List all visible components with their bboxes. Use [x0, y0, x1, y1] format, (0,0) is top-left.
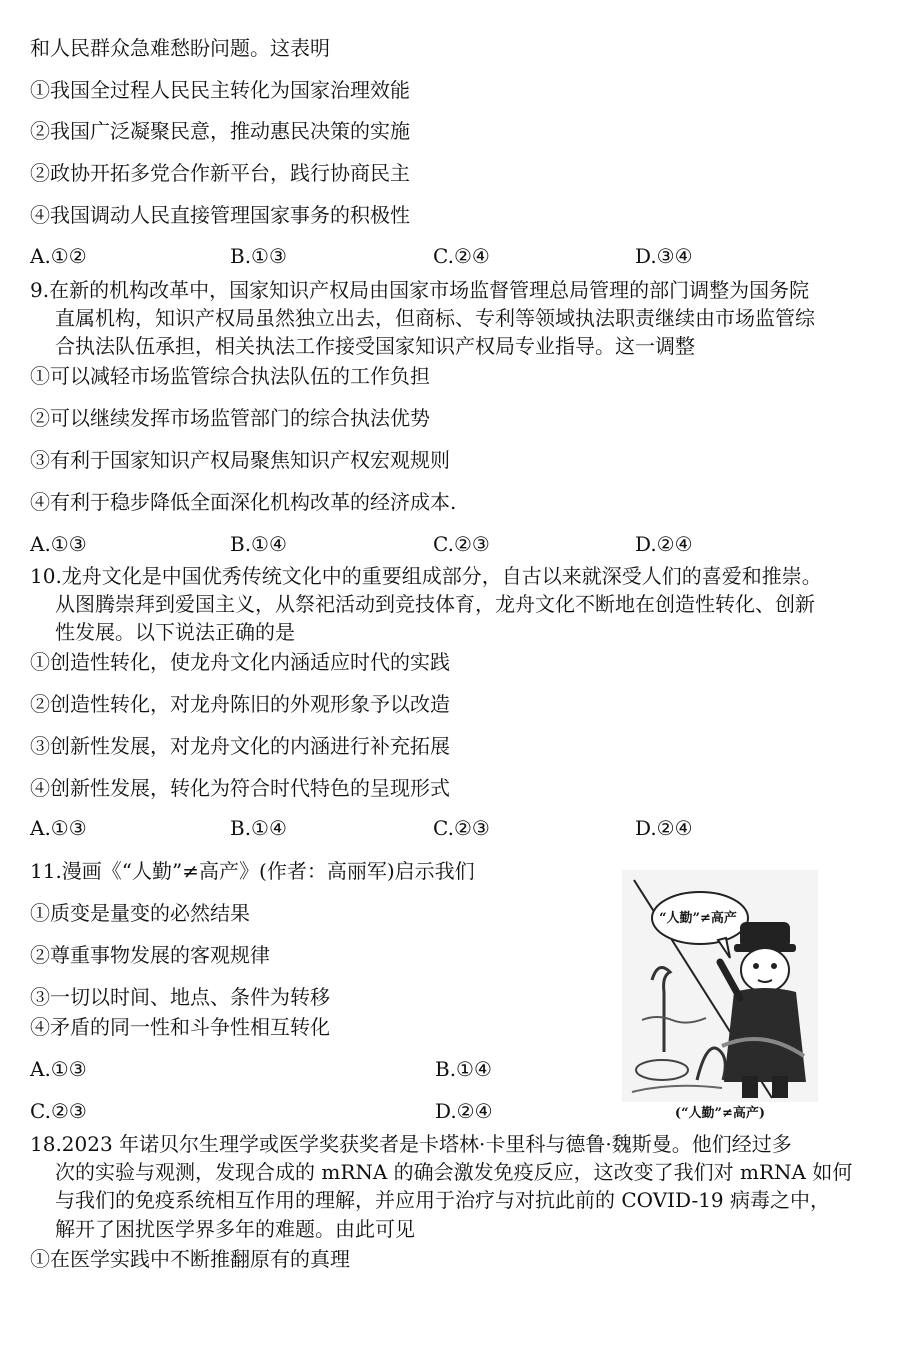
- q18-stem-line-4: 解开了困扰医学界多年的难题。由此可见: [55, 1217, 415, 1241]
- q18-item-1: ①在医学实践中不断推翻原有的真理: [30, 1247, 350, 1271]
- q8-option-b[interactable]: B.①③: [230, 244, 287, 268]
- q8-option-d[interactable]: D.③④: [635, 244, 693, 268]
- q11-item-1: ①质变是量变的必然结果: [30, 901, 250, 925]
- q9-stem-line-2: 直属机构，知识产权局虽然独立出去，但商标、专利等领域执法职责继续由市场监管综: [55, 306, 815, 330]
- cartoon-caption: (“人勤”≠高产): [674, 1106, 766, 1121]
- q10-item-2: ②创造性转化，对龙舟陈旧的外观形象予以改造: [30, 692, 450, 716]
- q10-option-a[interactable]: A.①③: [30, 816, 87, 840]
- q9-item-2: ②可以继续发挥市场监管部门的综合执法优势: [30, 406, 430, 430]
- q8-option-c[interactable]: C.②④: [433, 244, 490, 268]
- q9-item-1: ①可以减轻市场监管综合执法队伍的工作负担: [30, 364, 430, 388]
- q11-item-3: ③一切以时间、地点、条件为转移: [30, 985, 330, 1009]
- cartoon-illustration: [622, 870, 818, 1120]
- q9-item-4: ④有利于稳步降低全面深化机构改革的经济成本.: [30, 490, 457, 514]
- q8-item-2: ②我国广泛凝聚民意，推动惠民决策的实施: [30, 119, 410, 143]
- q8-option-a[interactable]: A.①②: [30, 244, 87, 268]
- q8-item-4: ④我国调动人民直接管理国家事务的积极性: [30, 203, 410, 227]
- q10-stem-line-2: 从图腾崇拜到爱国主义，从祭祀活动到竞技体育，龙舟文化不断地在创造性转化、创新: [55, 592, 815, 616]
- q18-stem-line-2: 次的实验与观测，发现合成的 mRNA 的确会激发免疫反应，这改变了我们对 mRNA 如何: [55, 1160, 853, 1184]
- q10-option-d[interactable]: D.②④: [635, 816, 693, 840]
- q10-stem-line-1: 10.龙舟文化是中国优秀传统文化中的重要组成部分，自古以来就深受人们的喜爱和推崇。: [30, 564, 822, 588]
- q8-item-1: ①我国全过程人民民主转化为国家治理效能: [30, 78, 410, 102]
- q10-option-c[interactable]: C.②③: [433, 816, 490, 840]
- q10-item-1: ①创造性转化，使龙舟文化内涵适应时代的实践: [30, 650, 450, 674]
- q9-stem-line-1: 9.在新的机构改革中，国家知识产权局由国家市场监督管理总局管理的部门调整为国务院: [30, 278, 810, 302]
- q10-options: [30, 815, 750, 841]
- q11-item-2: ②尊重事物发展的客观规律: [30, 943, 270, 967]
- q11-option-d[interactable]: D.②④: [435, 1099, 493, 1123]
- q9-stem-line-3: 合执法队伍承担，相关执法工作接受国家知识产权局专业指导。这一调整: [55, 334, 695, 358]
- q11-item-4: ④矛盾的同一性和斗争性相互转化: [30, 1015, 330, 1039]
- cartoon-drawing: [622, 870, 818, 1102]
- q18-stem-line-3: 与我们的免疫系统相互作用的理解，并应用于治疗与对抗此前的 COVID-19 病毒之中，: [55, 1188, 831, 1212]
- q9-option-b[interactable]: B.①④: [230, 532, 287, 556]
- cartoon-bubble-text: “人勤”≠高产: [659, 911, 737, 926]
- q8-item-3: ②政协开拓多党合作新平台，践行协商民主: [30, 161, 410, 185]
- q11-stem: 11.漫画《“人勤”≠高产》(作者：高丽军)启示我们: [30, 859, 475, 883]
- q8-options: [30, 243, 750, 269]
- q9-option-a[interactable]: A.①③: [30, 532, 87, 556]
- q9-item-3: ③有利于国家知识产权局聚焦知识产权宏观规则: [30, 448, 450, 472]
- q11-option-a[interactable]: A.①③: [30, 1057, 87, 1081]
- q9-option-c[interactable]: C.②③: [433, 532, 490, 556]
- q10-stem-line-3: 性发展。以下说法正确的是: [55, 620, 295, 644]
- q9-option-d[interactable]: D.②④: [635, 532, 693, 556]
- q9-options: [30, 531, 750, 557]
- q10-option-b[interactable]: B.①④: [230, 816, 287, 840]
- q11-option-c[interactable]: C.②③: [30, 1099, 87, 1123]
- q18-stem-line-1: 18.2023 年诺贝尔生理学或医学奖获奖者是卡塔林·卡里科与德鲁·魏斯曼。他们经过多: [30, 1132, 792, 1156]
- q10-item-3: ③创新性发展，对龙舟文化的内涵进行补充拓展: [30, 734, 450, 758]
- q10-item-4: ④创新性发展，转化为符合时代特色的呈现形式: [30, 776, 450, 800]
- q11-option-b[interactable]: B.①④: [435, 1057, 492, 1081]
- q8-stem-tail: 和人民群众急难愁盼问题。这表明: [30, 36, 330, 60]
